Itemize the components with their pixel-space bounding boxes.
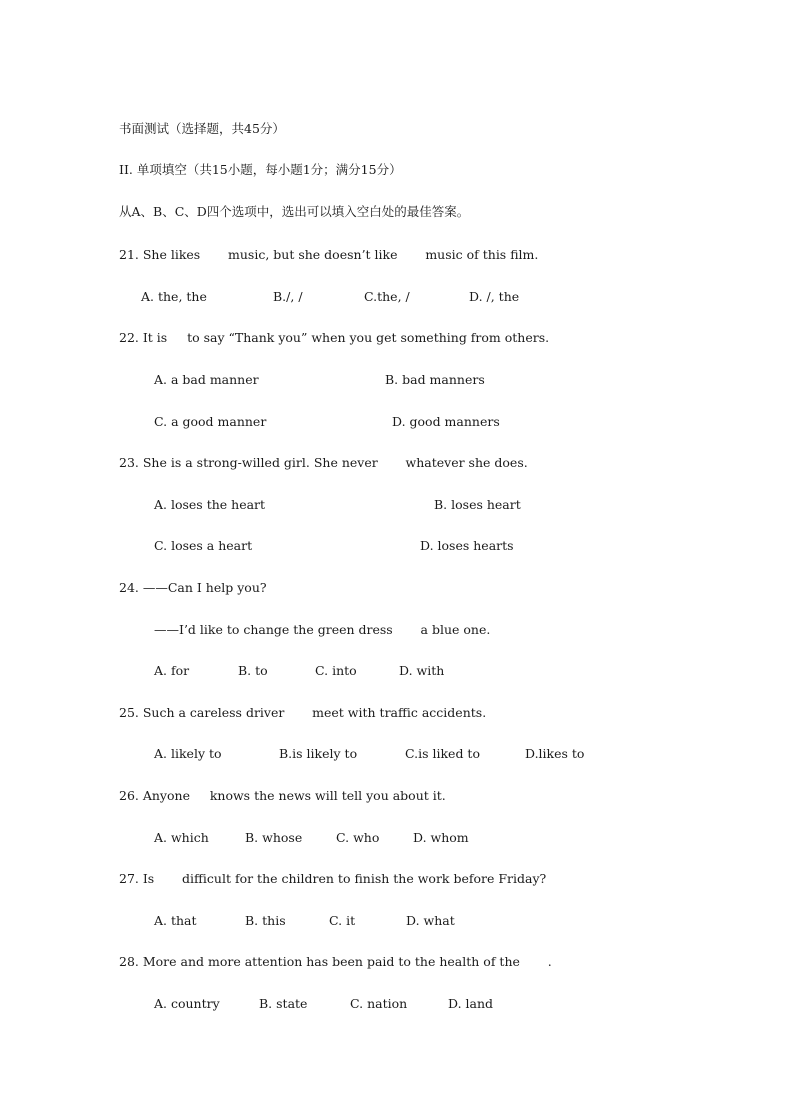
option-d: D. what xyxy=(406,913,455,928)
option-b: B. to xyxy=(238,663,268,678)
option-d: D.likes to xyxy=(525,746,585,761)
option-a: A. the, the xyxy=(141,289,207,304)
option-c: C. loses a heart xyxy=(154,538,253,553)
option-d: D. good manners xyxy=(392,414,500,429)
part-title: II. 单项填空（共15小题，每小题1分；满分15分） xyxy=(119,162,402,177)
option-b: B.is likely to xyxy=(279,746,358,761)
option-c: C. a good manner xyxy=(154,414,267,429)
option-d: D. land xyxy=(448,996,494,1011)
option-d: D. loses hearts xyxy=(420,538,514,553)
option-d: D. /, the xyxy=(469,289,520,304)
option-a: A. for xyxy=(154,663,190,678)
option-c: C. it xyxy=(329,913,356,928)
option-d: D. with xyxy=(399,663,445,678)
question-stem: 24. ——Can I help you? xyxy=(119,580,267,595)
option-b: B./, / xyxy=(273,289,303,304)
option-c: C.is liked to xyxy=(405,746,480,761)
option-c: C. nation xyxy=(350,996,408,1011)
question-stem: 23. She is a strong-willed girl. She never whatever she does. xyxy=(119,455,528,470)
option-a: A. loses the heart xyxy=(154,497,266,512)
option-b: B. bad manners xyxy=(385,372,485,387)
option-c: C. into xyxy=(315,663,357,678)
instruction: 从A、B、C、D四个选项中，选出可以填入空白处的最佳答案。 xyxy=(119,204,470,219)
option-c: C. who xyxy=(336,830,380,845)
option-d: D. whom xyxy=(413,830,469,845)
option-a: A. likely to xyxy=(154,746,222,761)
option-b: B. loses heart xyxy=(434,497,521,512)
option-b: B. state xyxy=(259,996,308,1011)
option-a: A. that xyxy=(154,913,197,928)
question-stem: 21. She likes music, but she doesn’t like music of this film. xyxy=(119,247,539,262)
option-b: B. whose xyxy=(245,830,303,845)
question-stem: 28. More and more attention has been paid to the health of the . xyxy=(119,954,552,969)
question-stem: 22. It is to say “Thank you” when you get something from others. xyxy=(119,330,550,345)
option-c: C.the, / xyxy=(364,289,410,304)
question-stem: 26. Anyone knows the news will tell you about it. xyxy=(119,788,446,803)
question-stem-reply: ——I’d like to change the green dress a blue one. xyxy=(154,622,491,637)
section-title: 书面测试（选择题，共45分） xyxy=(119,121,285,136)
option-b: B. this xyxy=(245,913,286,928)
question-stem: 27. Is difficult for the children to finish the work before Friday? xyxy=(119,871,547,886)
question-stem: 25. Such a careless driver meet with traffic accidents. xyxy=(119,705,487,720)
option-a: A. a bad manner xyxy=(154,372,259,387)
option-a: A. country xyxy=(154,996,220,1011)
option-a: A. which xyxy=(154,830,209,845)
